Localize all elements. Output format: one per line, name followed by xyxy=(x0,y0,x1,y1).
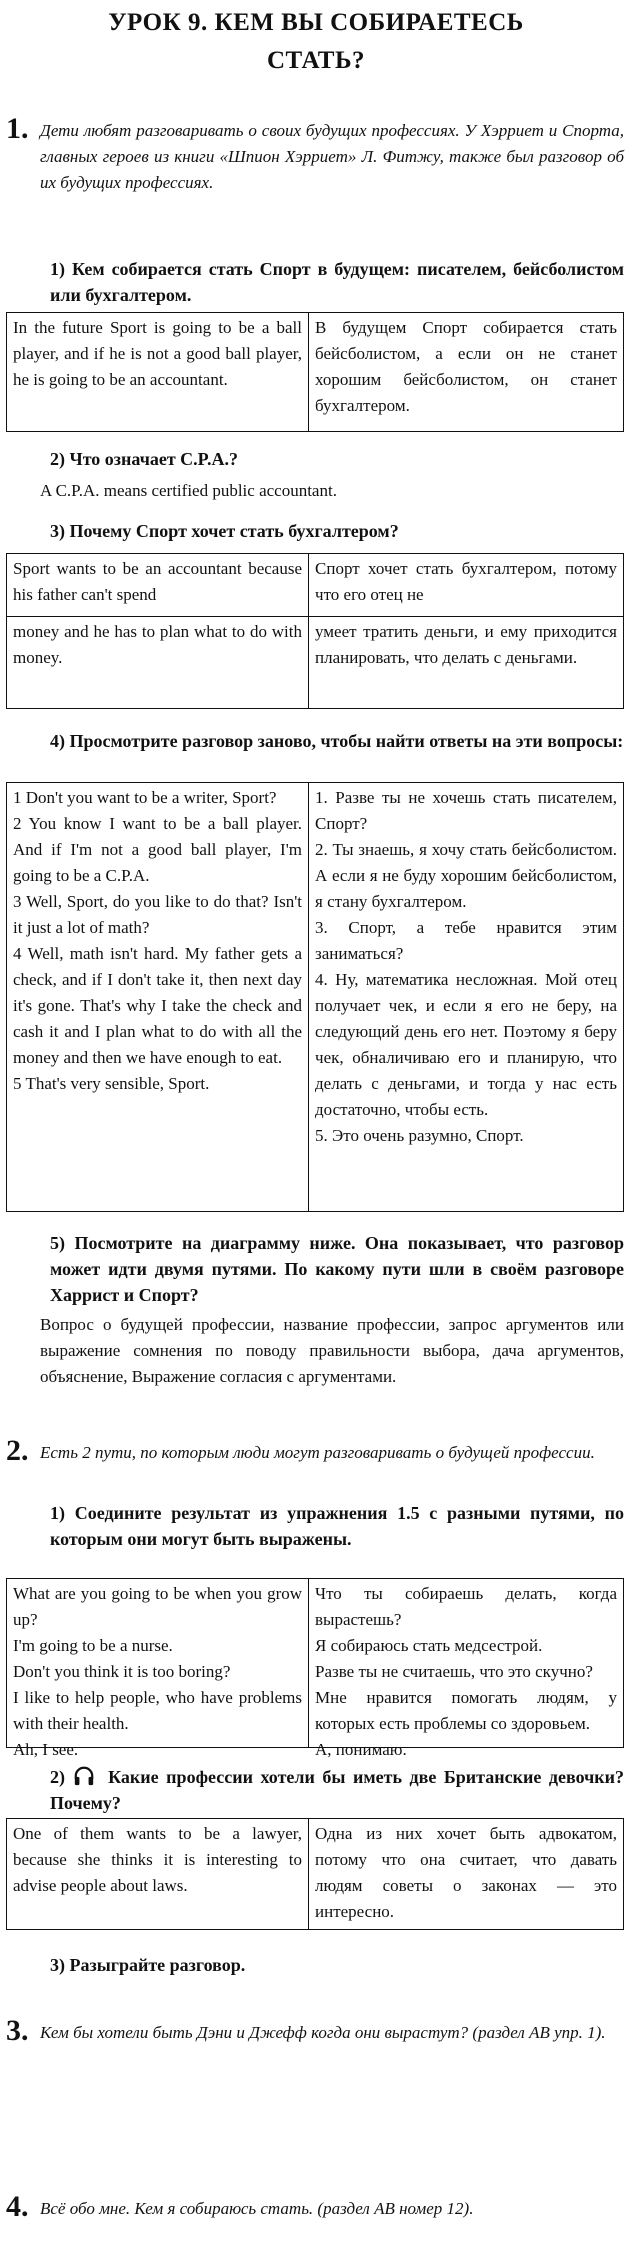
lesson-title xyxy=(0,4,632,80)
ex2-q1-en-line-4: I like to help people, who have problems with their health. xyxy=(13,1688,303,1733)
ex1-q4-en-line-5: 5 That's very sensible, Sport. xyxy=(13,1074,210,1093)
ex1-q3-table-part-1 xyxy=(6,553,624,617)
ex1-q4-ru-line-5: 5. Это очень разумно, Спорт. xyxy=(315,1126,524,1145)
ex2-q1-table xyxy=(6,1578,624,1759)
headphones-icon xyxy=(73,1765,95,1787)
exercise-3-number: 3. xyxy=(6,2014,29,2047)
ex2-q2-heading: Какие профессии хотели бы иметь две Британские девочки? Почему? xyxy=(50,1767,624,1813)
ex2-q1-heading: 1) Соедините результат из упражнения 1.5 с разными путями, по которым они могут быть выражены. xyxy=(50,1503,624,1549)
ex1-q3-en-part-2: money and he has to plan what to do with money. xyxy=(13,622,303,667)
ex1-q4-ru-column xyxy=(308,783,623,1211)
ex1-q5-answer: Вопрос о будущей профессии, название профессии, запрос аргументов или выражение сомнения по поводу правильности выбора, дача аргументов, объяснение, Выражение согласия с аргументами. xyxy=(40,1315,624,1386)
ex1-q3-ru-part-1: Спорт хочет стать бухгалтером, потому что его отец не xyxy=(308,554,623,616)
ex1-q2-answer: A C.P.A. means certified public accountant. xyxy=(40,481,337,500)
ex1-q4-en-column xyxy=(7,783,308,1211)
ex1-q1-heading: 1) Кем собирается стать Спорт в будущем: писателем, бейсболистом или бухгалтером. xyxy=(50,259,624,305)
exercise-1-number: 1. xyxy=(6,112,29,145)
title-line-2: СТАТЬ? xyxy=(266,47,366,74)
ex1-q4-en-line-2: 2 You know I want to be a ball player. And if I'm not a good ball player, I'm going to be a C.P.A. xyxy=(13,814,303,885)
ex2-q1-en-line-3: Don't you think it is too boring? xyxy=(13,1662,231,1681)
ex2-q2-label: 2) xyxy=(50,1767,65,1787)
ex1-q4-table xyxy=(6,782,624,1212)
exercise-2-number: 2. xyxy=(6,1434,29,1467)
ex1-q3-en-part-1: Sport wants to be an accountant because his father can't spend xyxy=(13,559,303,604)
ex1-q4-en-line-1: 1 Don't you want to be a writer, Sport? xyxy=(13,788,277,807)
title-line-1: УРОК 9. КЕМ ВЫ СОБИРАЕТЕСЬ xyxy=(108,9,524,36)
ex2-q1-ru-column xyxy=(308,1579,623,1759)
ex1-q1-en: In the future Sport is going to be a ball player, and if he is not a good ball player, he is going to be an accountant. xyxy=(13,318,303,389)
ex2-q1-ru-line-5: А, понимаю. xyxy=(315,1740,407,1759)
ex2-q2-heading-block xyxy=(50,1764,624,1816)
ex2-q2-ru: Одна из них хочет быть адвокатом, потому что она считает, что давать людям советы о законах — это интересно. xyxy=(308,1819,623,1929)
ex2-q1-en-line-2: I'm going to be a nurse. xyxy=(13,1636,173,1655)
ex2-q2-en: One of them wants to be a lawyer, because she thinks it is interesting to advise people about laws. xyxy=(13,1824,303,1895)
ex2-q1-ru-line-3: Разве ты не считаешь, что это скучно? xyxy=(315,1662,593,1681)
ex2-q1-ru-line-1: Что ты собираешь делать, когда вырастешь? xyxy=(315,1584,617,1629)
ex1-q3-ru-part-2: умеет тратить деньги, и ему приходится планировать, что делать с деньгами. xyxy=(308,617,623,708)
ex1-q1-table xyxy=(6,312,624,432)
ex1-q4-ru-line-1: 1. Разве ты не хочешь стать писателем, Спорт? xyxy=(315,788,617,833)
ex2-q1-en-line-1: What are you going to be when you grow up? xyxy=(13,1584,303,1629)
ex1-q4-ru-line-2: 2. Ты знаешь, я хочу стать бейсболистом. А если я не буду хорошим бейсболистом, я стану бухгалтером. xyxy=(315,840,617,911)
ex2-q1-en-line-5: Ah, I see. xyxy=(13,1740,79,1759)
ex1-q4-ru-line-3: 3. Спорт, а тебе нравится этим заниматься? xyxy=(315,918,617,963)
exercise-3-text: Кем бы хотели быть Дэни и Джефф когда они вырастут? (раздел AB упр. 1). xyxy=(40,2023,606,2042)
ex2-q1-ru-line-2: Я собираюсь стать медсестрой. xyxy=(315,1636,543,1655)
ex1-q5-heading: 5) Посмотрите на диаграмму ниже. Она показывает, что разговор может идти двумя путями. По какому пути шли в своём разговоре Харрист и Спорт? xyxy=(50,1233,624,1305)
ex2-q1-ru-line-4: Мне нравится помогать людям, у которых есть проблемы со здоровьем. xyxy=(315,1688,617,1733)
ex1-q1-ru: В будущем Спорт собирается стать бейсболистом, а если он не станет хорошим бейсболистом, он станет бухгалтером. xyxy=(308,313,623,431)
ex1-q2-heading: 2) Что означает C.P.A.? xyxy=(50,449,239,469)
exercise-4-text: Всё обо мне. Кем я собираюсь стать. (раздел AB номер 12). xyxy=(40,2199,474,2218)
ex1-q3-heading: 3) Почему Спорт хочет стать бухгалтером? xyxy=(50,521,399,541)
ex2-q2-table xyxy=(6,1818,624,1930)
ex1-q4-ru-line-4: 4. Ну, математика несложная. Мой отец получает чек, и если я его не беру, на следующий день его нет. Поэтому я беру чек, обналичиваю его и планирую, что делать с деньгами, и тогда у нас есть достаточно, чтобы есть. xyxy=(315,970,617,1119)
exercise-4-number: 4. xyxy=(6,2190,29,2223)
ex1-q3-table-part-2 xyxy=(6,617,624,709)
ex1-q4-heading: 4) Просмотрите разговор заново, чтобы найти ответы на эти вопросы: xyxy=(50,731,624,751)
exercise-1-intro: Дети любят разговаривать о своих будущих профессиях. У Хэрриет и Спорта, главных героев из книги «Шпион Хэрриет» Л. Фитжу, также был разговор об их будущих профессиях. xyxy=(40,121,624,192)
exercise-2-intro: Есть 2 пути, по которым люди могут разговаривать о будущей профессии. xyxy=(40,1443,595,1462)
ex2-q3-heading: 3) Разыграйте разговор. xyxy=(50,1955,246,1975)
ex2-q1-en-column xyxy=(7,1579,308,1759)
ex1-q4-en-line-3: 3 Well, Sport, do you like to do that? Isn't it just a lot of math? xyxy=(13,892,303,937)
ex1-q4-en-line-4: 4 Well, math isn't hard. My father gets a check, and if I don't take it, then next day it's gone. That's why I take the check and cash it and I plan what to do with all the money and then we have enough to eat. xyxy=(13,944,303,1067)
